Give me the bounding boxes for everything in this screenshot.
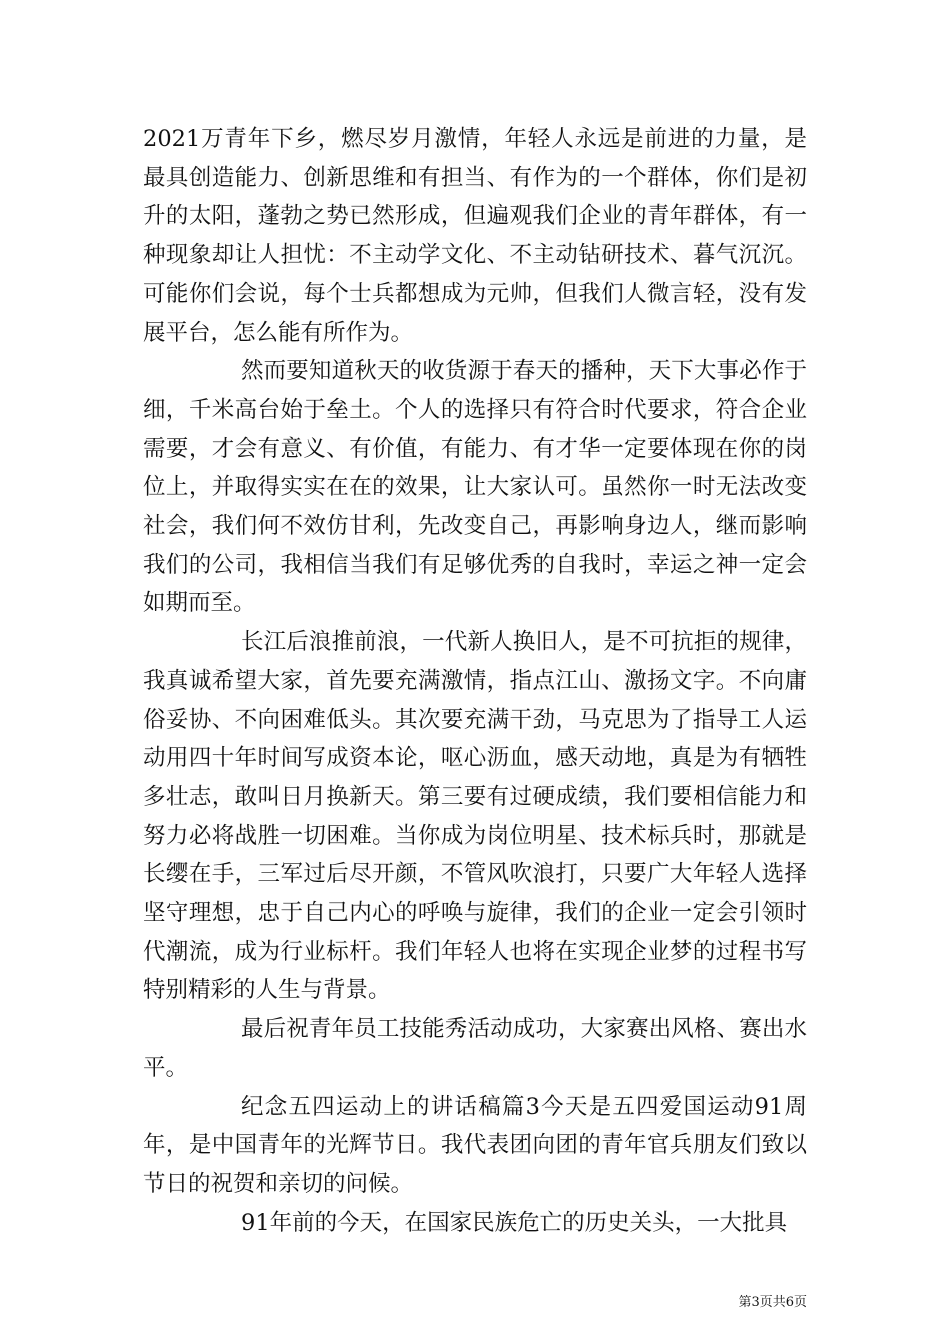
paragraph-3: 长江后浪推前浪，一代新人换旧人，是不可抗拒的规律，我真诚希望大家，首先要充满激情，指点江山、激扬文字。不向庸俗妥协、不向困难低头。其次要充满干劲，马克思为了指导工人运动用四十年时间写成资本论，呕心沥血，感天动地，真是为有牺牲多壮志，敢叫日月换新天。第三要有过硬成绩，我们要相信能力和努力必将战胜一切困难。当你成为岗位明星、技术标兵时，那就是长缨在手，三军过后尽开颜，不管风吹浪打，只要广大年轻人选择坚守理想，忠于自己内心的呼唤与旋律，我们的企业一定会引领时代潮流，成为行业标杆。我们年轻人也将在实现企业梦的过程书写特别精彩的人生与背景。 xyxy=(143,629,807,1004)
paragraph-6: 91年前的今天，在国家民族危亡的历史关头，一大批具 xyxy=(241,1209,788,1236)
document-body xyxy=(143,120,807,1242)
page-number-footer: 第3页共6页 xyxy=(738,1295,807,1310)
paragraph-1: 2021万青年下乡，燃尽岁月激情，年轻人永远是前进的力量，是最具创造能力、创新思维和有担当、有作为的一个群体，你们是初升的太阳，蓬勃之势已然形成，但遍观我们企业的青年群体，有一种现象却让人担忧：不主动学文化、不主动钻研技术、暮气沉沉。可能你们会说，每个士兵都想成为元帅，但我们人微言轻，没有发展平台，怎么能有所作为。 xyxy=(143,126,807,346)
paragraph-2: 然而要知道秋天的收货源于春天的播种，天下大事必作于细，千米高台始于垒土。个人的选择只有符合时代要求，符合企业需要，才会有意义、有价值，有能力、有才华一定要体现在你的岗位上，并取得实实在在的效果，让大家认可。虽然你一时无法改变社会，我们何不效仿甘利，先改变自己，再影响身边人，继而影响我们的公司，我相信当我们有足够优秀的自我时，幸运之神一定会如期而至。 xyxy=(143,358,807,617)
paragraph-5: 纪念五四运动上的讲话稿篇3今天是五四爱国运动91周年，是中国青年的光辉节日。我代表团向团的青年官兵朋友们致以节日的祝贺和亲切的问候。 xyxy=(143,1093,807,1197)
paragraph-4: 最后祝青年员工技能秀活动成功，大家赛出风格、赛出水平。 xyxy=(143,1016,807,1081)
